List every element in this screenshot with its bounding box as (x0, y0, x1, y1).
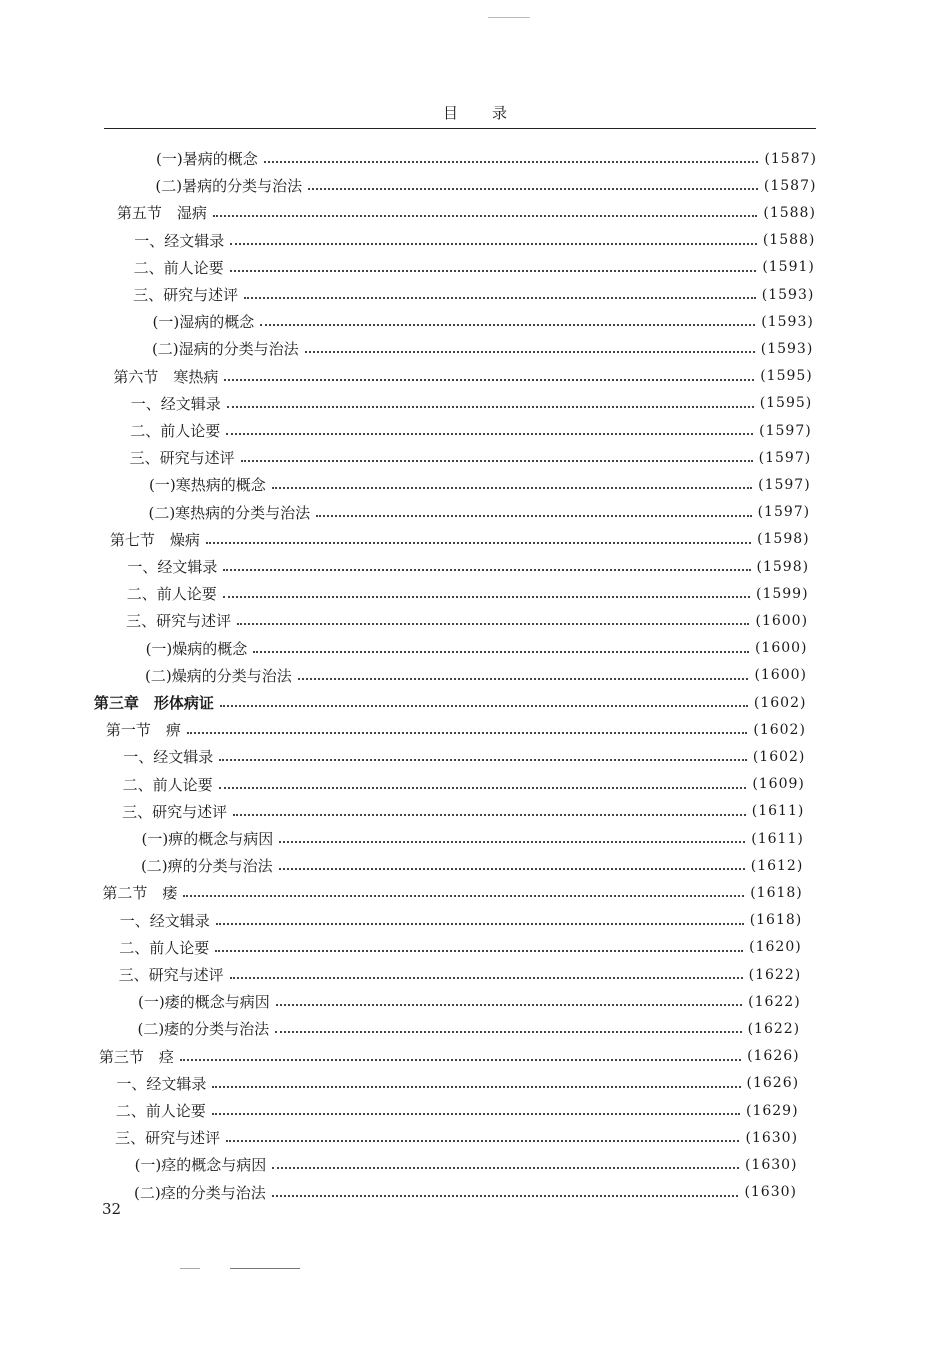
toc-entry-title: (一)寒热病的概念 (149, 476, 266, 495)
toc-entry-page: (1597) (758, 449, 812, 466)
toc-entry-title: (一)痉的概念与病因 (134, 1156, 267, 1175)
dot-leader (220, 704, 748, 707)
toc-entry-title: (二)暑病的分类与治法 (155, 177, 303, 196)
toc-entry-title: 三、研究与述评 (115, 1129, 221, 1148)
header-rule (104, 128, 816, 129)
dot-leader (305, 350, 755, 353)
dot-leader (216, 922, 744, 925)
toc-entry-title: 第五节 湿病 (116, 204, 207, 223)
toc-entry-title: 三、研究与述评 (133, 286, 239, 304)
scan-mark (180, 1268, 200, 1269)
toc-entry-page: (1598) (757, 531, 810, 548)
toc-entry-page: (1600) (754, 640, 808, 657)
toc-entry-page: (1599) (756, 585, 809, 602)
toc-entry[interactable] (94, 689, 807, 716)
toc-entry[interactable] (119, 961, 802, 988)
toc-entry-page: (1630) (744, 1156, 798, 1173)
toc-entry[interactable] (122, 798, 804, 825)
toc-entry-title: 一、经文辑录 (116, 1074, 207, 1093)
toc-entry-page: (1609) (752, 776, 805, 793)
toc-entry[interactable] (133, 281, 814, 308)
dot-leader (241, 459, 753, 462)
dot-leader (244, 296, 756, 299)
toc-entry-page: (1588) (763, 204, 816, 221)
toc-entry-title: 二、前人论要 (115, 1102, 206, 1120)
dot-leader (219, 758, 747, 761)
toc-entry-title: 一、经文辑录 (130, 394, 221, 413)
toc-entry-title: (二)燥病的分类与治法 (145, 666, 292, 685)
dot-leader (276, 1003, 742, 1006)
toc-entry-page: (1618) (750, 884, 803, 901)
toc-entry[interactable] (116, 1070, 799, 1097)
toc-entry-page: (1622) (748, 993, 801, 1010)
toc-entry-title: 二、前人论要 (119, 938, 210, 957)
toc-entry-page: (1600) (754, 667, 807, 684)
dot-leader (253, 650, 749, 653)
toc-entry-page: (1611) (751, 803, 805, 820)
toc-entry[interactable] (134, 227, 815, 254)
toc-entry[interactable] (138, 988, 801, 1015)
toc-entry-page: (1629) (746, 1102, 799, 1119)
dot-leader (316, 514, 751, 517)
dot-leader (233, 813, 746, 816)
toc-entry[interactable] (142, 825, 804, 852)
toc-entry[interactable] (102, 879, 802, 906)
toc-entry[interactable] (155, 172, 816, 199)
toc-entry-title: (二)痹的分类与治法 (140, 857, 273, 876)
toc-entry[interactable] (115, 1124, 798, 1151)
toc-entry[interactable] (113, 363, 812, 390)
dot-leader (215, 949, 743, 952)
dot-leader (213, 214, 758, 217)
dot-leader (230, 269, 757, 272)
dot-leader (212, 1085, 740, 1088)
toc-entry-page: (1595) (760, 368, 813, 385)
dot-leader (272, 1166, 739, 1169)
dot-leader (272, 1194, 739, 1197)
toc-entry[interactable] (116, 1097, 799, 1124)
toc-entry-title: 三、研究与述评 (122, 802, 228, 821)
toc-entry[interactable] (117, 199, 816, 226)
toc-entry-title: 一、经文辑录 (123, 748, 214, 767)
toc-entry[interactable] (153, 308, 814, 335)
toc-entry[interactable] (126, 607, 808, 634)
toc-entry-page: (1593) (760, 340, 814, 357)
toc-entry[interactable] (148, 499, 810, 526)
toc-entry[interactable] (145, 662, 807, 689)
dot-leader (308, 187, 758, 190)
toc-entry-title: (二)寒热病的分类与治法 (148, 503, 311, 522)
toc-entry[interactable] (127, 580, 809, 607)
toc-entry-page: (1612) (750, 857, 804, 874)
toc-entry-page: (1591) (762, 259, 815, 276)
toc-entry-title: (一)暑病的概念 (156, 150, 258, 168)
toc-entry[interactable] (156, 145, 817, 172)
toc-entry-page: (1593) (761, 313, 814, 330)
toc-entry-page: (1597) (758, 476, 811, 493)
toc-entry[interactable] (130, 417, 812, 444)
toc-entry[interactable] (110, 526, 810, 553)
toc-entry-page: (1602) (753, 721, 806, 738)
dot-leader (275, 1030, 741, 1033)
dot-leader (187, 731, 748, 734)
toc-entry-page: (1595) (759, 395, 813, 412)
toc-entry-page: (1593) (761, 286, 815, 303)
toc-entry-title: 二、前人论要 (122, 775, 213, 794)
toc-entry-page: (1602) (752, 748, 806, 765)
toc-entry-page: (1588) (762, 232, 816, 249)
toc-entry-page: (1626) (746, 1075, 800, 1092)
dot-leader (226, 432, 753, 435)
toc-entry-title: 第七节 燥病 (109, 530, 200, 549)
dot-leader (227, 405, 754, 408)
toc-entry-page: (1618) (749, 912, 803, 929)
dot-leader (183, 894, 744, 897)
toc-entry-title: 二、前人论要 (130, 422, 221, 440)
toc-entry[interactable] (134, 1179, 797, 1206)
toc-entry-title: 二、前人论要 (133, 258, 224, 277)
toc-entry[interactable] (106, 716, 806, 743)
toc-entry-page: (1620) (749, 939, 802, 956)
scan-mark (488, 17, 530, 18)
dot-leader (180, 1058, 741, 1061)
scan-mark (230, 1268, 300, 1269)
toc-entry-title: 第三节 痉 (98, 1047, 174, 1066)
toc-entry[interactable] (141, 852, 803, 879)
toc-entry[interactable] (99, 1043, 800, 1070)
toc-entry-title: 第一节 痹 (105, 721, 181, 740)
toc-entry-title: (二)湿病的分类与治法 (151, 340, 299, 359)
toc-entry-page: (1630) (744, 1184, 797, 1201)
dot-leader (298, 677, 749, 680)
toc-entry-page: (1602) (753, 694, 807, 711)
toc-entry-title: (一)燥病的概念 (145, 639, 248, 658)
toc-entry-page: (1598) (756, 558, 810, 575)
toc-entry[interactable] (134, 254, 815, 281)
toc-entry-title: (一)湿病的概念 (152, 313, 255, 332)
toc-entry-title: 三、研究与述评 (126, 612, 232, 631)
dot-leader (264, 160, 759, 163)
toc-entry-title: 一、经文辑录 (127, 558, 218, 576)
toc-entry-page: (1587) (764, 150, 817, 167)
dot-leader (223, 568, 750, 571)
toc-entry[interactable] (123, 743, 805, 770)
toc-entry[interactable] (146, 635, 808, 662)
toc-entry[interactable] (149, 471, 811, 498)
toc-entry-title: (二)痿的分类与治法 (137, 1020, 270, 1039)
dot-leader (223, 595, 750, 598)
toc-entry-page: (1597) (759, 422, 812, 439)
toc-entry-page: (1600) (755, 612, 809, 629)
dot-leader (260, 323, 755, 326)
dot-leader (230, 242, 757, 245)
dot-leader (279, 867, 745, 870)
toc-entry[interactable] (127, 553, 809, 580)
page-title: 目录 (442, 104, 541, 122)
dot-leader (212, 1112, 740, 1115)
dot-leader (206, 541, 751, 544)
dot-leader (224, 378, 754, 381)
toc-entry-page: (1611) (751, 830, 804, 847)
toc-entry[interactable] (123, 771, 805, 798)
toc-entry-title: (二)痉的分类与治法 (134, 1183, 266, 1202)
toc-entry[interactable] (131, 390, 812, 417)
toc-entry-page: (1630) (745, 1129, 799, 1146)
toc-entry-title: 一、经文辑录 (134, 231, 225, 250)
toc-entry-page: (1587) (763, 177, 817, 194)
toc-entry[interactable] (120, 907, 802, 934)
toc-entry-title: 三、研究与述评 (129, 449, 235, 468)
toc-entry-title: (一)痿的概念与病因 (138, 993, 270, 1012)
dot-leader (230, 976, 743, 979)
toc-entry[interactable] (130, 444, 812, 471)
toc-entry-title: 二、前人论要 (126, 585, 217, 604)
toc-entry[interactable] (135, 1151, 798, 1178)
toc-entry-page: (1622) (747, 1020, 801, 1037)
dot-leader (272, 486, 752, 489)
toc-entry-title: 三、研究与述评 (118, 966, 224, 984)
toc-entry-title: (一)痹的概念与病因 (141, 830, 274, 848)
toc-entry-title: 第三章 形体病证 (93, 694, 214, 712)
page-number: 32 (102, 1200, 122, 1218)
toc-entry-page: (1597) (757, 504, 811, 521)
toc-entry[interactable] (137, 1015, 800, 1042)
toc-entry-title: 第二节 痿 (102, 884, 178, 903)
dot-leader (219, 786, 747, 789)
toc-entry[interactable] (152, 335, 813, 362)
toc-entry-title: 第六节 寒热病 (113, 367, 219, 386)
dot-leader (226, 1139, 739, 1142)
toc-entry[interactable] (119, 934, 802, 961)
dot-leader (237, 622, 749, 625)
toc-entry-page: (1622) (748, 966, 802, 983)
toc-entry-title: 一、经文辑录 (119, 911, 210, 930)
toc-entry-page: (1626) (747, 1048, 800, 1065)
dot-leader (279, 840, 745, 843)
